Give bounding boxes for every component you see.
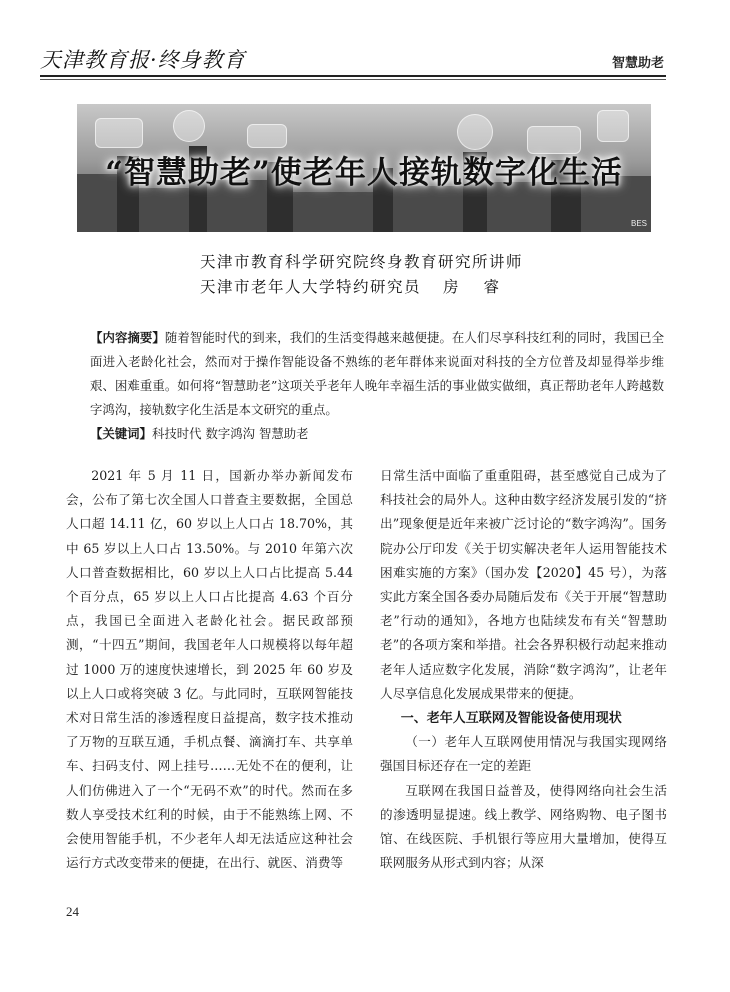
banner-corner-mark: BES bbox=[630, 219, 647, 228]
body-paragraph: 日常生活中面临了重重阻碍，甚至感觉自己成为了科技社会的局外人。这种由数字经济发展引发的“挤出”现象便是近年来被广泛讨论的“数字鸿沟”。国务院办公厅印发《关于切实解决老年人运用智能技术困难实施的方案》（国办发【2020】45 号），为落实此方案全国各委办局随后发布《关于开展“智慧助老”行动的通知》，各地方也陆续发布有关“智慧助老”的各项方案和举措。社会各界积极行动起来推动老年人适应数字化发展，消除“数字鸿沟”，让老年人尽享信息化发展成果带来的便捷。 bbox=[380, 468, 667, 701]
title-banner bbox=[77, 104, 651, 232]
app-bubble-icon bbox=[173, 110, 205, 142]
keywords-label: 【关键词】 bbox=[90, 427, 152, 441]
keywords-line bbox=[66, 422, 664, 446]
author-name: 房 睿 bbox=[443, 278, 509, 296]
abstract-body: 随着智能时代的到来，我们的生活变得越来越便捷。在人们尽享科技红利的同时，我国已全面进入老龄化社会，然而对于操作智能设备不熟练的老年群体来说面对科技的全方位普及却显得举步维艰、困难重重。如何将“智慧助老”这项关乎老年人晚年幸福生活的事业做实做细，真正帮助老年人跨越数字鸿沟，接轨数字化生活是本文研究的重点。 bbox=[90, 330, 665, 417]
author-affiliation-2 bbox=[200, 275, 509, 297]
body-paragraph: 互联网在我国日益普及，使得网络向社会生活的渗透明显提速。线上教学、网络购物、电子图书馆、在线医院、手机银行等应用大量增加，使得互联网服务从形式到内容；从深 bbox=[380, 782, 667, 871]
sub-heading: （一）老年人互联网使用情况与我国实现网络强国目标还存在一定的差距 bbox=[380, 734, 667, 774]
page-number: 24 bbox=[66, 904, 79, 919]
author-role: 天津市老年人大学特约研究员 bbox=[200, 278, 422, 296]
abstract-text bbox=[66, 326, 664, 422]
body-column-left bbox=[66, 464, 353, 875]
section-tag: 智慧助老 bbox=[611, 55, 664, 70]
header-rule-thin bbox=[40, 79, 666, 80]
app-bubble-icon bbox=[247, 124, 287, 148]
abstract-label: 【内容摘要】 bbox=[90, 331, 165, 345]
abstract-block bbox=[66, 326, 664, 446]
section-heading: 一、老年人互联网及智能设备使用现状 bbox=[400, 710, 622, 726]
masthead-logo: 天津教育报·终身教育 bbox=[40, 48, 246, 72]
app-bubble-icon bbox=[95, 118, 143, 148]
skyline-building bbox=[293, 192, 373, 232]
skyline-building bbox=[393, 186, 463, 232]
body-column-right bbox=[380, 464, 667, 875]
skyline-building bbox=[139, 188, 189, 232]
article-title: “智慧助老”使老年人接轨数字化生活 bbox=[105, 155, 623, 191]
app-bubble-icon bbox=[457, 114, 493, 150]
body-paragraph: 2021 年 5 月 11 日，国新办举办新闻发布会，公布了第七次全国人口普查主要数据，全国总人口超 14.11 亿，60 岁以上人口占 18.70%，其中 65 岁以上人口占 13.50%。与 2010 年第六次人口普查数据相比，60 岁以上人口占比提高 5.44 个百分点，65 岁以上人口占比提高 4.63 个百分点，我国已全面进入老龄化社会。据民政部预测，“十四五”期间，我国老年人口规模将以每年超过 1000 万的速度快速增长，到 2025 年 60 岁及以上人口或将突破 3 亿。与此同时，互联网智能技术对日常生活的渗透程度日益提高，数字技术推动了万物的互联互通，手机点餐、滴滴打车、共享单车、扫码支付、网上挂号……无处不在的便利，让人们仿佛进入了一个“无码不欢”的时代。然而在多数人享受技术红利的时候，由于不能熟练上网、不会使用智能手机，不少老年人却无法适应这种社会运行方式改变带来的便捷，在出行、就医、消费等 bbox=[66, 468, 353, 871]
header-rule bbox=[40, 75, 666, 77]
keywords-value: 科技时代 数字鸿沟 智慧助老 bbox=[151, 426, 309, 441]
app-bubble-icon bbox=[597, 110, 629, 142]
author-affiliation-1: 天津市教育科学研究院终身教育研究所讲师 bbox=[200, 253, 524, 271]
